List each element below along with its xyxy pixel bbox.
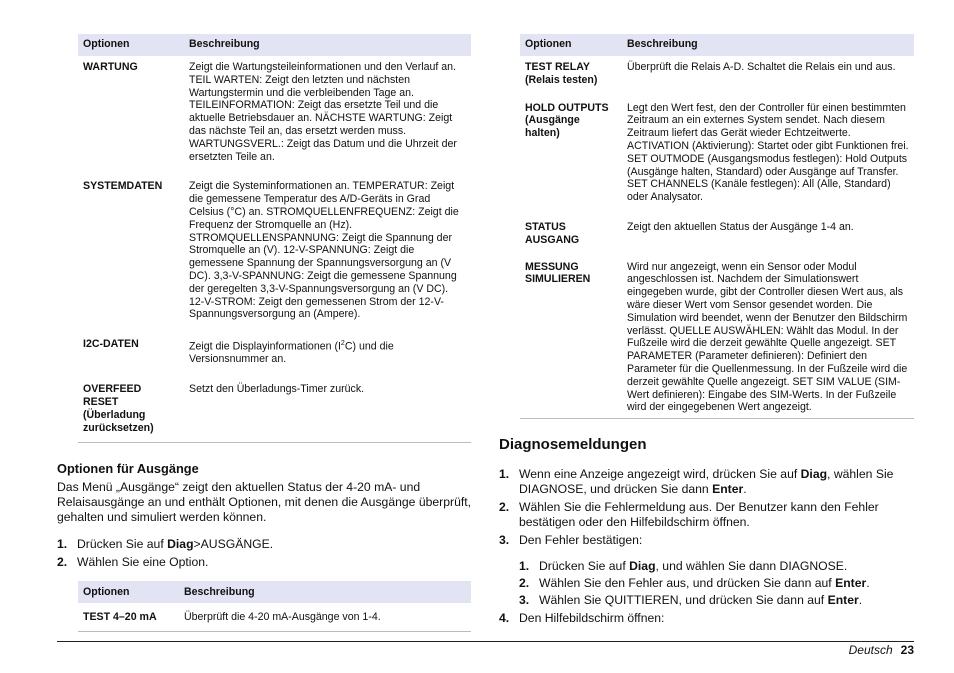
option-description: Überprüft die 4-20 mA-Ausgänge von 1-4. xyxy=(179,603,471,631)
column-header-description: Beschreibung xyxy=(184,34,471,56)
description-text: C) und die Versionsnummer an. xyxy=(189,340,394,366)
option-description: Zeigt die Systeminformationen an. TEMPERATUR: Zeigt die gemessene Temperatur des A/D-Geräts in Grad Celsius (°C) an. STROMQUELLENFREQUENZ: Zeigt die Frequenz der Stromquelle an (Hz). STROMQUELLENSPANNUNG: Zeigt die Spannung der Stromquelle an (V). 12-V-SPANNUNG: Zeigt die gemessene Spannung der Spannungsversorgung an (V DC). 3,3-V-SPANNUNG: Zeigt die gemessene Spannung der geregelten 3,3-V-Spannungsversorgung an (V DC). 12-V-STROM: Zeigt den gemessenen Strom der 12-V-Spannungsversorgung an (Ampere). xyxy=(189,180,459,321)
step-number: 4. xyxy=(499,611,510,626)
column-header-options: Optionen xyxy=(78,34,184,56)
substeps-list xyxy=(519,559,911,608)
step-text: Wenn eine Anzeige angezeigt wird, drücken Sie auf xyxy=(519,467,801,482)
column-header-description: Beschreibung xyxy=(179,581,471,603)
list-item xyxy=(499,611,911,626)
section-heading: Optionen für Ausgänge xyxy=(57,461,199,477)
list-item xyxy=(519,559,911,574)
option-key: OVERFEED RESET (Überladung zurücksetzen) xyxy=(78,378,184,443)
column-header-description: Beschreibung xyxy=(622,34,914,56)
step-text: , wählen Sie DIAGNOSE, und drücken Sie dann xyxy=(519,467,894,497)
step-text: Drücken Sie auf xyxy=(77,537,168,552)
option-key: HOLD OUTPUTS (Ausgänge halten) xyxy=(525,101,609,140)
superscript: 2 xyxy=(340,340,345,348)
step-text: . xyxy=(866,576,870,591)
step-number: 3. xyxy=(499,533,510,548)
steps-list xyxy=(499,467,911,548)
list-item xyxy=(499,533,911,548)
option-description: Zeigt die Wartungsteileinformationen und den Verlauf an. TEIL WARTEN: Zeigt den letzten und nächsten Wartungstermin und die verbleibenden Tage an. TEILEINFORMATION: Zeigt das ersetzte Teil und die aktuelle Betriebsdauer an. NÄCHSTE WARTUNG: Zeigt das nächste Teil an, das ersetzt werden muss. WARTUNGSVERL.: Zeigt das Datum und die Uhrzeit der ersetzten Teile an. xyxy=(189,61,457,163)
key-name: Diag xyxy=(167,537,194,552)
key-name: Diag xyxy=(629,559,656,574)
intro-paragraph: Das Menü „Ausgänge“ zeigt den aktuellen Status der 4-20 mA- und Relaisausgänge an und enthält Optionen, mit denen die Ausgänge überprüft, gehalten und simuliert werden können. xyxy=(57,480,471,525)
table-row xyxy=(520,216,914,256)
footer-divider xyxy=(57,641,914,642)
table-row xyxy=(78,378,471,443)
option-key: TEST RELAY (Relais testen) xyxy=(525,61,598,86)
list-item xyxy=(499,500,911,530)
option-key: STATUS AUSGANG xyxy=(525,220,580,246)
outputs-options-table xyxy=(78,581,471,632)
outputs-section xyxy=(57,461,471,570)
table-row xyxy=(78,603,471,631)
table-row xyxy=(520,256,914,419)
step-number: 1. xyxy=(57,537,68,552)
step-number: 3. xyxy=(519,593,530,608)
key-name: Diag xyxy=(800,467,828,482)
step-text: Den Hilfebildschirm öffnen: xyxy=(519,611,665,626)
list-item xyxy=(519,576,911,591)
step-text: Wählen Sie die Fehlermeldung aus. Der Benutzer kann den Fehler bestätigen oder den Hilfebildschirm öffnen. xyxy=(519,500,879,530)
right-column xyxy=(499,34,914,626)
option-key: I2C-DATEN xyxy=(83,338,139,351)
column-header-options: Optionen xyxy=(520,34,622,56)
option-key: MESSUNG SIMULIEREN xyxy=(520,256,622,419)
list-item xyxy=(519,593,911,608)
step-number: 2. xyxy=(57,555,68,570)
option-description: Überprüft die Relais A-D. Schaltet die Relais ein und aus. xyxy=(627,61,896,73)
list-item xyxy=(57,555,471,570)
list-item xyxy=(499,467,911,497)
footer-language: Deutsch xyxy=(848,643,893,657)
step-number: 2. xyxy=(499,500,510,515)
step-text: . xyxy=(743,482,747,497)
step-text: Den Fehler bestätigen: xyxy=(519,533,643,548)
table-row xyxy=(78,56,471,175)
option-key: TEST 4–20 mA xyxy=(78,603,179,631)
option-description: Legt den Wert fest, den der Controller für einen bestimmten Zeitraum an ein externes System sendet. Nach diesem Zeitraum liefert das Gerät wieder Echtzeitwerte. ACTIVATION (Aktivierung): Startet oder gibt Funktionen frei. SET OUTMODE (Ausgangsmodus festlegen): Hold Outputs (Ausgänge halten, Standard) oder Ausgänge auf Transfer. SET CHANNELS (Kanäle festlegen): All (Alle, Standard) oder Analysator. xyxy=(627,101,909,204)
table-header-row xyxy=(78,581,471,603)
option-description: Wird nur angezeigt, wenn ein Sensor oder Modul angeschlossen ist. Nachdem der Simulationswert eingegeben wurde, gibt der Controller diesen Wert aus, als wäre dieser Wert vom Sensor gesendet worden. Die Simulation wird beendet, wenn der Benutzer den Bildschirm verlässt. QUELLE AUSWÄHLEN: Wählt das Modul. In der Fußzeile wird die derzeit gewählte Quelle angezeigt. SET PARAMETER (Parameter definieren): Definiert den Parameter für die Quellenmessung. In der Fußzeile wird die derzeit gewählte Quelle angezeigt. SET SIM VALUE (SIM-Wert definieren): Eingabe des SIM-Werts. In der Fußzeile wird der eingegebenen Wert angezeigt. xyxy=(622,256,914,419)
page-footer xyxy=(849,643,914,657)
option-description xyxy=(184,333,471,378)
steps-list xyxy=(57,537,471,570)
right-options-table xyxy=(520,34,914,419)
option-key: WARTUNG xyxy=(83,61,138,73)
option-description: Zeigt den aktuellen Status der Ausgänge 1-4 an. xyxy=(627,220,854,233)
left-options-table xyxy=(78,34,471,443)
step-number: 1. xyxy=(519,559,530,574)
left-column xyxy=(57,34,471,632)
description-text: Zeigt die Displayinformationen (I xyxy=(189,340,341,353)
step-text: Wählen Sie den Fehler aus, und drücken Sie dann auf xyxy=(539,576,836,591)
column-header-options: Optionen xyxy=(78,581,179,603)
step-number: 1. xyxy=(499,467,510,482)
table-row xyxy=(520,97,914,216)
table-row xyxy=(78,333,471,378)
diagnose-section xyxy=(499,436,911,626)
key-name: Enter xyxy=(712,482,744,497)
option-key: SYSTEMDATEN xyxy=(83,180,163,193)
table-header-row xyxy=(78,34,471,56)
step-text: >AUSGÄNGE. xyxy=(193,537,274,552)
key-name: Enter xyxy=(835,576,867,591)
page-number: 23 xyxy=(900,643,914,657)
step-number: 2. xyxy=(519,576,530,591)
table-row xyxy=(78,175,471,333)
step-text: Drücken Sie auf xyxy=(539,559,630,574)
step-text: Wählen Sie eine Option. xyxy=(77,555,209,570)
step-text: Wählen Sie QUITTIEREN, und drücken Sie dann auf xyxy=(539,593,828,608)
step-text: , und wählen Sie dann DIAGNOSE. xyxy=(655,559,848,574)
section-heading: Diagnosemeldungen xyxy=(499,436,647,454)
list-item xyxy=(57,537,471,552)
step-text: . xyxy=(858,593,863,608)
table-header-row xyxy=(520,34,914,56)
table-row xyxy=(520,56,914,97)
steps-list-continued xyxy=(499,611,911,626)
key-name: Enter xyxy=(827,593,859,608)
option-description: Setzt den Überladungs-Timer zurück. xyxy=(184,378,471,443)
